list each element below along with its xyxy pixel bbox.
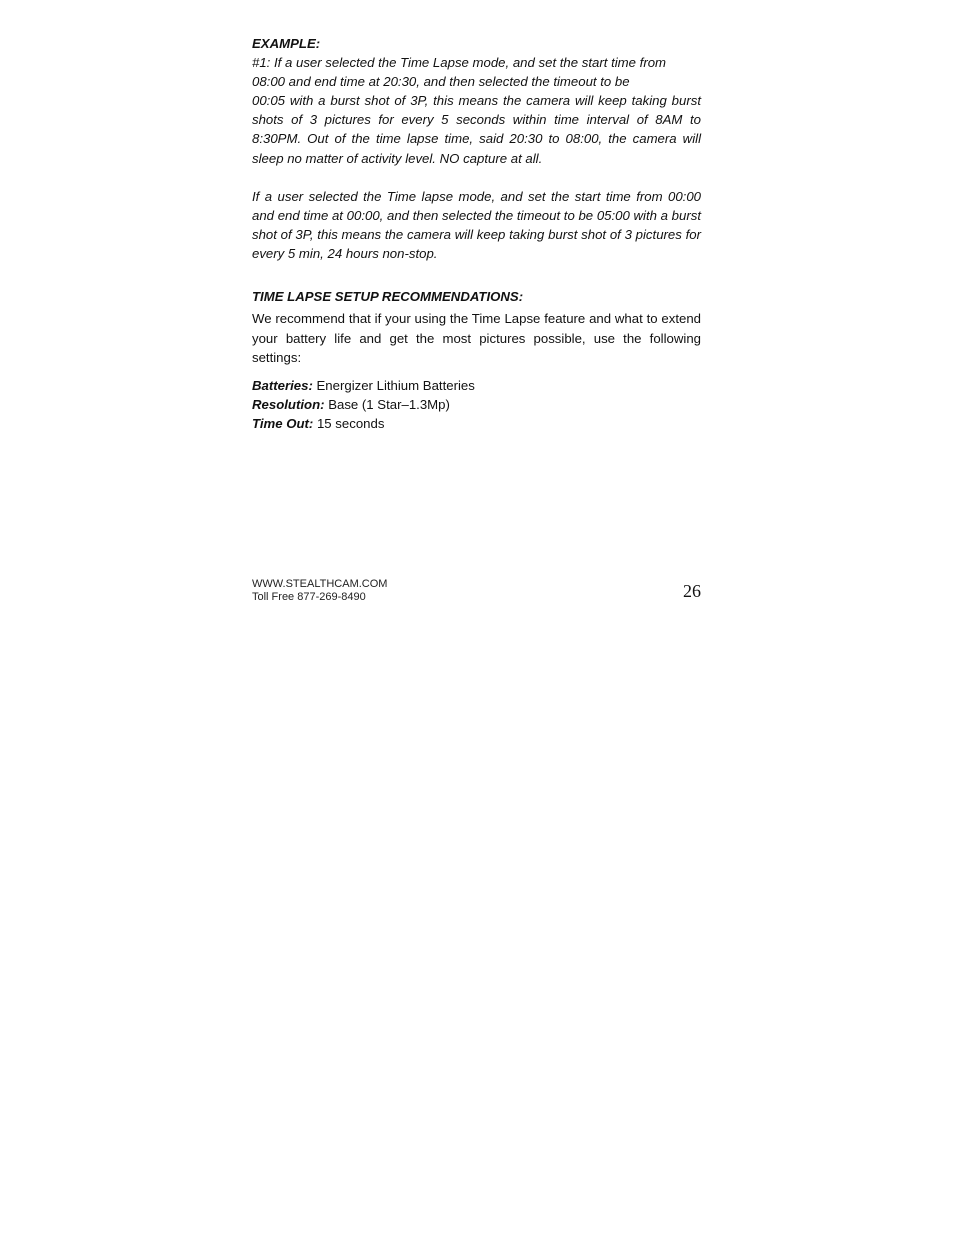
setting-label: Time Out: [252, 415, 314, 431]
setting-value: 15 seconds [313, 415, 385, 431]
setting-value: Base (1 Star–1.3Mp) [324, 396, 450, 412]
example-1-line-1: #1: If a user selected the Time Lapse mode, and set the start time from [252, 55, 667, 71]
example-1-line-2: 08:00 and end time at 20:30, and then selected the timeout to be [252, 74, 630, 90]
page-number: 26 [683, 581, 701, 601]
example-2-paragraph: If a user selected the Time lapse mode, and set the start time from 00:00 and end time at 00:00, and then selected the timeout to be 05:00 with a burst shot of 3P, this means the camera will keep taking burst shot of 3 pictures for every 5 min, 24 hours non-stop. [252, 188, 701, 261]
example-heading: EXAMPLE: [252, 36, 321, 51]
example-1-rest: 00:05 with a burst shot of 3P, this means the camera will keep taking burst shots of 3 pictures for every 5 seconds within time interval of 8AM to 8:30PM. Out of the time lapse time, said 20:30 to 08:00, the camera will sleep no matter of activity level. NO capture at all. [252, 93, 701, 166]
page-content [252, 34, 701, 433]
setting-label: Batteries: [252, 377, 313, 393]
footer-website: WWW.STEALTHCAM.COM [252, 578, 388, 590]
recommendations-intro: We recommend that if your using the Time Lapse feature and what to extend your battery life and get the most pictures possible, use the following settings: [252, 311, 701, 366]
recommendations-heading: TIME LAPSE SETUP RECOMMENDATIONS: [252, 289, 524, 305]
footer-contact [252, 578, 387, 604]
footer-phone: Toll Free 877-269-8490 [252, 591, 366, 603]
setting-time-out [252, 414, 701, 433]
setting-resolution [252, 395, 701, 414]
setting-value: Energizer Lithium Batteries [312, 377, 475, 393]
page-footer [252, 578, 701, 608]
setting-label: Resolution: [252, 396, 325, 412]
settings-list [252, 376, 701, 433]
spacer [252, 168, 701, 187]
setting-batteries [252, 376, 701, 395]
spacer [252, 263, 701, 287]
